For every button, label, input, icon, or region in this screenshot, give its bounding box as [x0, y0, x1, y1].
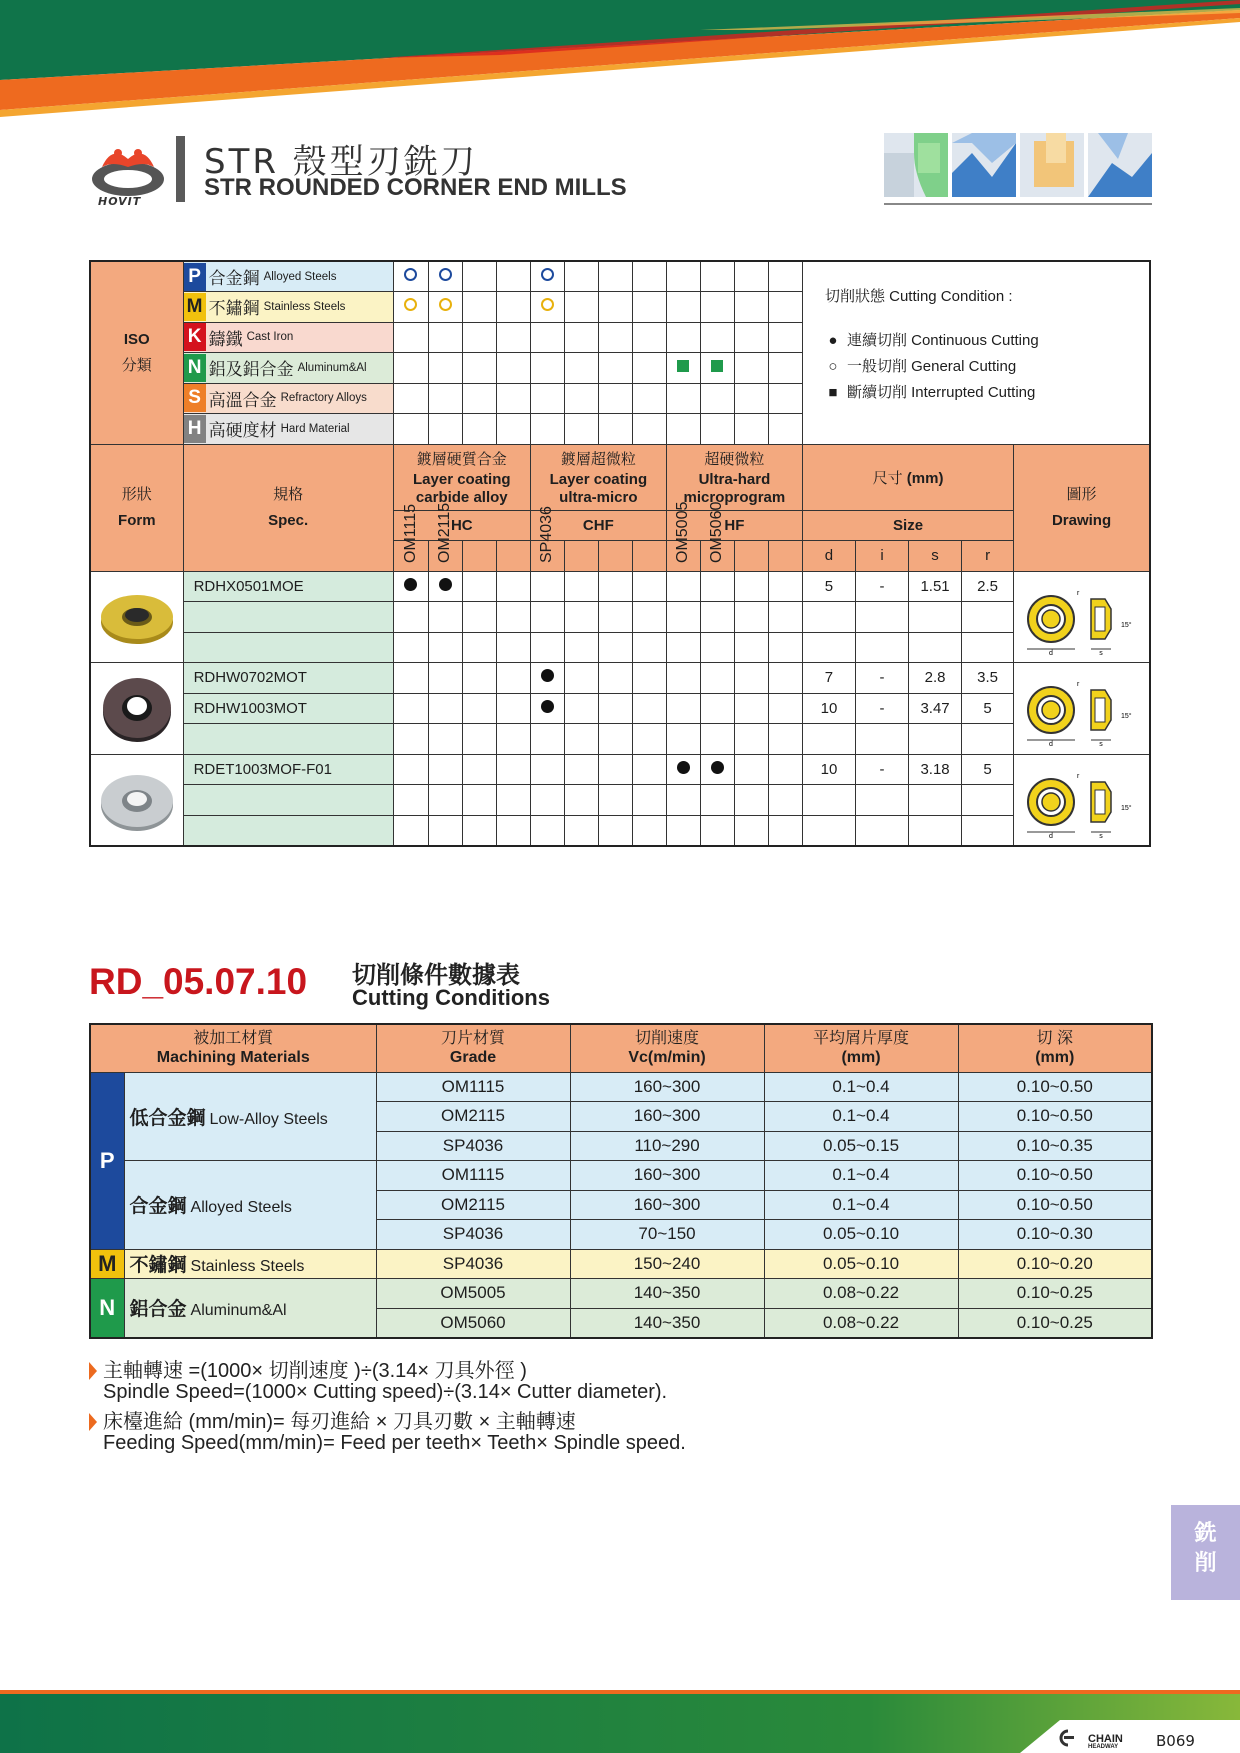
- svg-text:r: r: [1076, 772, 1079, 780]
- group-chf-header: 鍍層超微粒 Layer coating ultra-micro: [530, 444, 666, 510]
- grade-om5060: OM5060: [700, 541, 734, 572]
- continuous-cutting-mark: [404, 578, 417, 591]
- grade-om5005: OM5005: [666, 541, 700, 572]
- code-chf: CHF: [530, 510, 666, 541]
- grade-sp4036: SP4036: [530, 541, 564, 572]
- legend-continuous: ● 連續切削 Continuous Cutting: [828, 332, 1039, 349]
- section-code: RD_05.07.10: [89, 961, 308, 1002]
- page-title-en: STR ROUNDED CORNER END MILLS: [204, 174, 627, 201]
- section-title-zh: 切削條件數據表: [352, 961, 520, 989]
- material-S: S 高溫合金 Refractory Alloys: [183, 383, 393, 414]
- insert-drawing: [1014, 571, 1150, 663]
- header-rule: [884, 203, 1152, 205]
- svg-text:d: d: [1048, 832, 1053, 840]
- grade-om1115: OM1115: [393, 541, 428, 572]
- general-cutting-mark: [404, 268, 417, 281]
- table-row: RDHW1003MOT 10 - 3.47 5: [90, 693, 1150, 724]
- legend-general: ○ 一般切削 General Cutting: [828, 358, 1017, 375]
- footer-brand: CHAIN HEADWAY: [1088, 1733, 1123, 1750]
- milling-side-tab[interactable]: 銑 削: [1171, 1505, 1240, 1600]
- continuous-cutting-mark: [711, 761, 724, 774]
- page-title-zh: STR 殼型刃銑刀: [204, 142, 478, 182]
- material-aluminum: 鋁合金 Aluminum&Al: [124, 1279, 376, 1338]
- header-material: 被加工材質 Machining Materials: [90, 1024, 376, 1072]
- product-table: [89, 260, 1151, 847]
- icon-profile-milling: [952, 133, 1016, 197]
- table-row: N 鋁合金 Aluminum&Al OM5005 140~350 0.08~0.22 0.10~0.25: [90, 1279, 1152, 1309]
- continuous-cutting-mark: [541, 700, 554, 713]
- svg-text:15°: 15°: [1120, 621, 1132, 629]
- icon-shoulder-milling: [1020, 133, 1084, 197]
- spec-cell: RDHW0702MOT: [183, 663, 393, 694]
- interrupted-cutting-mark: [677, 360, 689, 372]
- note-spindle-speed: 主軸轉速 =(1000× 切削速度 )÷(3.14× 刀具外徑 ) Spindle Speed=(1000× Cutting speed)÷(3.14× Cutter diameter).: [89, 1361, 667, 1403]
- svg-text:15°: 15°: [1120, 713, 1132, 721]
- logo-text: HOVIT: [98, 195, 142, 208]
- material-K: K 鑄鐵 Cast Iron: [183, 322, 393, 353]
- arrow-icon: [89, 1413, 97, 1431]
- code-hf: HF: [666, 510, 802, 541]
- section-title-en: Cutting Conditions: [352, 985, 550, 1010]
- material-M: M 不鏽鋼 Stainless Steels: [183, 292, 393, 323]
- svg-text:15°: 15°: [1120, 804, 1132, 812]
- table-row: RDHX0501MOE 5 - 1.51 2.5 d s r 15°: [90, 571, 1150, 602]
- code-hc: HC: [393, 510, 530, 541]
- size-code: Size: [802, 510, 1013, 541]
- iso-letter-M: M: [90, 1249, 124, 1279]
- insert-drawing: [1014, 754, 1150, 846]
- table-row: OM5060 140~350 0.08~0.22 0.10~0.25: [90, 1308, 1152, 1338]
- icon-slot-milling: [884, 133, 948, 197]
- size-header: 尺寸 (mm): [802, 444, 1013, 510]
- svg-text:s: s: [1098, 649, 1103, 657]
- material-P: P 合金鋼 Alloyed Steels: [183, 261, 393, 292]
- general-cutting-mark: [404, 298, 417, 311]
- table-row: OM2115 160~300 0.1~0.4 0.10~0.50: [90, 1102, 1152, 1132]
- svg-text:s: s: [1098, 741, 1103, 749]
- spec-cell: RDHW1003MOT: [183, 693, 393, 724]
- material-N: N 鋁及鋁合金 Aluminum&Al: [183, 353, 393, 384]
- top-banner: [0, 0, 1240, 125]
- milling-type-icons: [884, 133, 1152, 199]
- insert-image-dark: [90, 663, 183, 755]
- insert-image-gold: [90, 571, 183, 663]
- continuous-cutting-mark: [541, 669, 554, 682]
- header-chip: 平均屑片厚度 (mm): [764, 1024, 958, 1072]
- dim-i: i: [855, 541, 908, 572]
- material-low-alloy: 低合金鋼 Low-Alloy Steels: [124, 1072, 376, 1161]
- header-grade: 刀片材質 Grade: [376, 1024, 570, 1072]
- general-cutting-mark: [439, 268, 452, 281]
- material-alloyed: 合金鋼 Alloyed Steels: [124, 1161, 376, 1250]
- note-feeding-speed: 床檯進給 (mm/min)= 每刃進給 × 刀具刃數 × 主軸轉速 Feeding Speed(mm/min)= Feed per teeth× Teeth× Spindle speed.: [89, 1412, 686, 1454]
- page-number: B069: [1156, 1732, 1195, 1750]
- svg-text:r: r: [1076, 589, 1079, 597]
- footer-banner: [0, 1690, 1240, 1753]
- material-stainless: 不鏽鋼 Stainless Steels: [124, 1249, 376, 1279]
- legend-caption: 切削狀態 Cutting Condition :: [824, 288, 1013, 305]
- dim-s: s: [909, 541, 962, 572]
- table-row: M 不鏽鋼 Stainless Steels SP4036 150~240 0.05~0.10 0.10~0.20: [90, 1249, 1152, 1279]
- table-row: OM2115 160~300 0.1~0.4 0.10~0.50: [90, 1190, 1152, 1220]
- title-accent-bar: [176, 136, 185, 202]
- legend-interrupted: ■ 斷續切削 Interrupted Cutting: [828, 384, 1036, 401]
- header-depth: 切 深 (mm): [958, 1024, 1152, 1072]
- material-H: H 高硬度材 Hard Material: [183, 414, 393, 445]
- general-cutting-mark: [439, 298, 452, 311]
- iso-letter-N: N: [90, 1279, 124, 1338]
- header-speed: 切削速度 Vc(m/min): [570, 1024, 764, 1072]
- grade-om2115: OM2115: [428, 541, 462, 572]
- interrupted-cutting-mark: [711, 360, 723, 372]
- iso-letter-P: P: [90, 1072, 124, 1249]
- drawing-header: 圖形 Drawing: [1014, 444, 1150, 571]
- cutting-conditions-table: [89, 1023, 1153, 1339]
- table-row: RDHW0702MOT 7 - 2.8 3.5 d s r 15°: [90, 663, 1150, 694]
- continuous-cutting-mark: [439, 578, 452, 591]
- spec-header: 規格 Spec.: [183, 444, 393, 571]
- group-hc-header: 鍍層硬質合金 Layer coating carbide alloy: [393, 444, 530, 510]
- icon-face-milling: [1088, 133, 1152, 197]
- svg-text:d: d: [1048, 741, 1053, 749]
- form-header: 形狀 Form: [90, 444, 183, 571]
- spec-cell: RDET1003MOF-F01: [183, 754, 393, 785]
- general-cutting-mark: [541, 298, 554, 311]
- dim-d: d: [802, 541, 855, 572]
- dim-r: r: [962, 541, 1014, 572]
- insert-image-silver: [90, 754, 183, 846]
- table-row: SP4036 110~290 0.05~0.15 0.10~0.35: [90, 1131, 1152, 1161]
- continuous-cutting-mark: [677, 761, 690, 774]
- table-row: P 低合金鋼 Low-Alloy Steels OM1115 160~300 0.1~0.4 0.10~0.50: [90, 1072, 1152, 1102]
- table-row: 合金鋼 Alloyed Steels OM1115 160~300 0.1~0.4 0.10~0.50: [90, 1161, 1152, 1191]
- table-row: SP4036 70~150 0.05~0.10 0.10~0.30: [90, 1220, 1152, 1250]
- iso-label: ISO 分類: [90, 261, 183, 444]
- svg-text:d: d: [1048, 649, 1053, 657]
- arrow-icon: [89, 1362, 97, 1380]
- svg-text:s: s: [1098, 832, 1103, 840]
- cutting-condition-legend: [802, 261, 1150, 444]
- svg-text:r: r: [1076, 681, 1079, 689]
- spec-cell: RDHX0501MOE: [183, 571, 393, 602]
- table-row: RDET1003MOF-F01 10 - 3.18 5 d s r 15°: [90, 754, 1150, 785]
- insert-drawing: [1014, 663, 1150, 755]
- general-cutting-mark: [541, 268, 554, 281]
- group-hf-header: 超硬微粒 Ultra-hard microprogram: [666, 444, 802, 510]
